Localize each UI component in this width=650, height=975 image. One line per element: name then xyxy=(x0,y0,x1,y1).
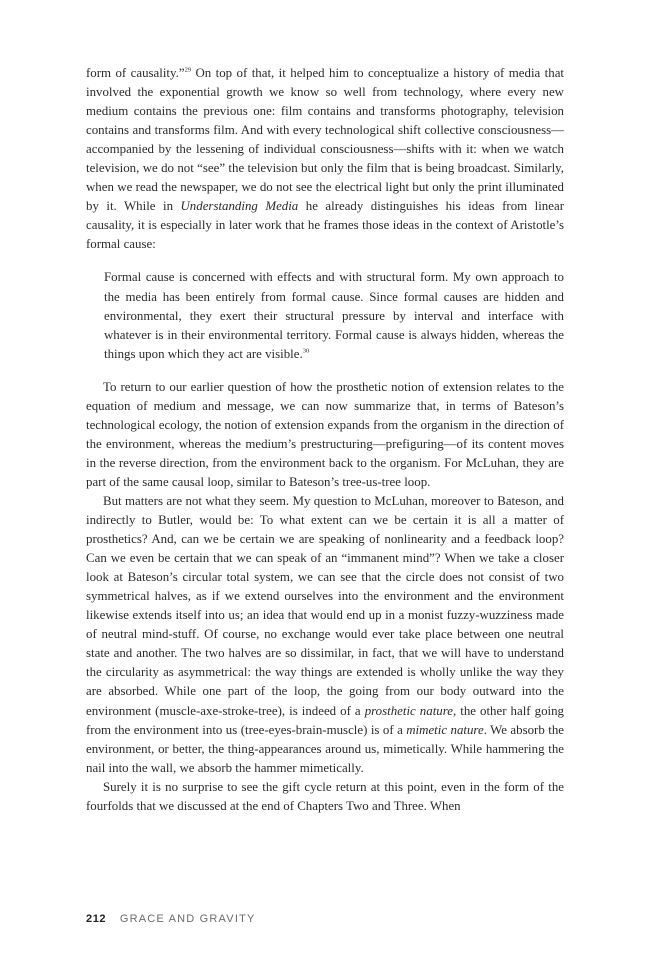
paragraph-1-text-b: On top of that, it helped him to conceptualize a history of media that involved the exponential growth we know so well from technology, where every new medium contains the previous one: film contains and transforms photography, television contains and transforms film. And with every technological shift collective consciousness—accompanied by the lessening of individual consciousness—shifts with it: when we watch television, we do not “see” the television but only the film that is being broadcast. Similarly, when we read the newspaper, we do not see the electrical light but only the print illuminated by it. While in xyxy=(86,66,564,214)
paragraph-2: To return to our earlier question of how the prosthetic notion of extension relates to the equation of medium and message, we can now summarize that, in terms of Bateson’s technological ecology, the notion of extension expands from the organism in the direction of the environment, whereas the medium’s prestructuring—prefiguring—of its content moves in the reverse direction, from the environment back to the organism. For McLuhan, they are part of the same causal loop, similar to Bateson’s tree-us-tree loop. xyxy=(86,379,564,489)
footnote-marker-30[interactable]: 30 xyxy=(302,347,310,355)
footnote-marker-29[interactable]: 29 xyxy=(184,66,192,74)
paragraph-1 xyxy=(86,64,564,254)
page-footer xyxy=(86,913,256,925)
page-body xyxy=(86,64,564,816)
block-quote xyxy=(104,268,564,363)
paragraph-1-text-a: form of causality.” xyxy=(86,66,185,80)
emphasis-prosthetic-nature: prosthetic nature xyxy=(364,703,453,718)
paragraph-1-text-c: he already distinguishes his ideas from linear causality, it is especially in later work that he frames those ideas in the context of Aristotle’s formal cause: xyxy=(86,199,564,252)
paragraph-3-text-c: . We absorb the environment, or better, the thing-appearances around us, mimetically. While hammering the nail into the wall, we absorb the hammer mimetically. xyxy=(86,722,564,775)
page-number: 212 xyxy=(86,913,107,925)
paragraph-4: Surely it is no surprise to see the gift cycle return at this point, even in the form of the fourfolds that we discussed at the end of Chapters Two and Three. When xyxy=(86,779,564,813)
book-title-understanding-media: Understanding Media xyxy=(180,199,299,214)
emphasis-mimetic-nature: mimetic nature xyxy=(406,722,484,737)
running-head: GRACE AND GRAVITY xyxy=(119,913,256,925)
paragraph-3-text-b: , the other half going from the environment into us (tree-eyes-brain-muscle) is of a xyxy=(86,703,564,737)
block-quote-text: Formal cause is concerned with effects and with structural form. My own approach to the media has been entirely from formal cause. Since formal causes are hidden and environmental, they exert their structural pressure by interval and interface with whatever is in their environmental territory. Formal cause is always hidden, whereas the things upon which they act are visible. xyxy=(104,270,564,361)
paragraph-3 xyxy=(86,492,564,778)
paragraph-3-text-a: But matters are not what they seem. My question to McLuhan, moreover to Bateson, and indirectly to Butler, would be: To what extent can we be certain it is all a matter of prosthetics? And, can we be certain we are speaking of nonlinearity and a feedback loop? Can we even be certain that we can speak of an “immanent mind”? When we take a closer look at Bateson’s circular total system, we can see that the circle does not consist of two symmetrical halves, as if we extend ourselves into the environment and the environment likewise extends itself into us; an idea that would end up in a monist fuzzy-wuzziness made of neutral mind-stuff. Of course, no exchange would ever take place between one neutral state and another. The two halves are so dissimilar, in fact, that we will have to understand the circularity as asymmetrical: the way things are extended is wholly unlike the way they are absorbed. While one part of the loop, the going from our body outward into the environment (muscle-axe-stroke-tree), is indeed of a xyxy=(86,493,564,718)
